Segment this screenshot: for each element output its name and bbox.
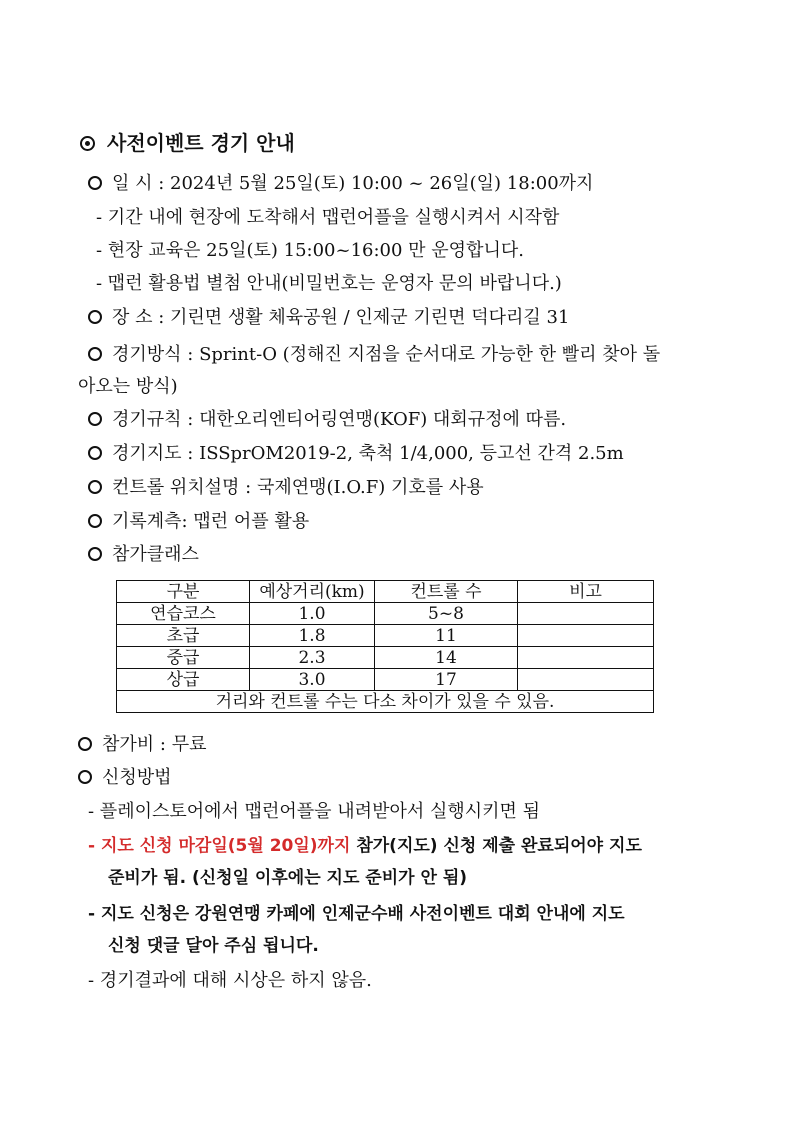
method-value: Sprint-O (정해진 지점을 순서대로 가능한 한 빨리 찾아 돌 <box>199 344 661 365</box>
apply-note-1: - 플레이스토어에서 맵런어플을 내려받아서 실행시키면 됨 <box>88 801 540 822</box>
timing-line <box>88 510 309 534</box>
fee-value: 무료 <box>171 734 207 755</box>
circle-bullet-icon <box>88 412 102 426</box>
apply-note-3: - 지도 신청은 강원연맹 카페에 인제군수배 사전이벤트 대회 안내에 지도 <box>88 904 625 924</box>
rules-value: 대한오리엔티어링연맹(KOF) 대회규정에 따름. <box>199 409 567 430</box>
control-desc-line: 컨트롤 위치설명 : 국제연맹(I.O.F) 기호를 사용 <box>88 476 484 500</box>
method-line: 경기방식 : Sprint-O (정해진 지점을 순서대로 가능한 한 빨리 찾아 돌 <box>88 343 660 367</box>
circle-bullet-icon <box>78 737 92 751</box>
table-cell: 중급 <box>117 647 250 669</box>
map-value: ISSprOM2019-2, 축척 1/4,000, 등고선 간격 2.5m <box>199 443 624 464</box>
circle-bullet-icon <box>88 547 102 561</box>
date-label: 일 시 <box>112 173 153 194</box>
table-cell: 1.8 <box>250 625 375 647</box>
table-row <box>117 647 654 669</box>
rules-line: 경기규칙 : 대한오리엔티어링연맹(KOF) 대회규정에 따름. <box>88 408 566 432</box>
circle-bullet-icon <box>88 480 102 494</box>
classes-line <box>88 543 199 567</box>
radio-bullet-icon <box>80 136 95 151</box>
apply-note-2-line2: 준비가 됨. (신청일 이후에는 지도 준비가 안 됨) <box>108 868 468 888</box>
table-cell <box>518 647 654 669</box>
apply-note-3-line2: 신청 댓글 달아 주심 됩니다. <box>108 936 319 956</box>
table-row <box>117 669 654 691</box>
map-line: 경기지도 : ISSprOM2019-2, 축척 1/4,000, 등고선 간격 2.5m <box>88 442 624 466</box>
apply-note-4: - 경기결과에 대해 시상은 하지 않음. <box>88 970 372 991</box>
circle-bullet-icon <box>88 347 102 361</box>
apply-label: 신청방법 <box>102 767 172 788</box>
table-footnote: 거리와 컨트롤 수는 다소 차이가 있을 수 있음. <box>117 691 654 713</box>
class-table-header <box>117 581 654 603</box>
table-footnote-row <box>117 691 654 713</box>
section-title-line <box>80 131 295 155</box>
table-cell: 연습코스 <box>117 603 250 625</box>
circle-bullet-icon <box>88 176 102 190</box>
table-cell: 3.0 <box>250 669 375 691</box>
table-cell: 2.3 <box>250 647 375 669</box>
apply-line <box>78 766 172 790</box>
table-cell: 11 <box>375 625 518 647</box>
date-line: 일 시 : 2024년 5월 25일(토) 10:00 ~ 26일(일) 18:00까지 <box>88 172 593 196</box>
circle-bullet-icon <box>88 514 102 528</box>
fee-line: 참가비 : 무료 <box>78 733 206 757</box>
table-cell: 초급 <box>117 625 250 647</box>
table-header-cell: 구분 <box>117 581 250 603</box>
table-cell: 5~8 <box>375 603 518 625</box>
apply-note-2 <box>88 834 642 858</box>
section-title: 사전이벤트 경기 안내 <box>107 131 295 155</box>
fee-label: 참가비 <box>102 734 155 755</box>
table-cell: 17 <box>375 669 518 691</box>
table-row <box>117 625 654 647</box>
table-cell <box>518 625 654 647</box>
circle-bullet-icon <box>88 310 102 324</box>
table-cell <box>518 603 654 625</box>
class-table <box>116 580 654 713</box>
place-label: 장 소 <box>112 307 153 328</box>
map-label: 경기지도 <box>112 443 182 464</box>
rules-label: 경기규칙 <box>112 409 182 430</box>
timing-text: 기록계측: 맵런 어플 활용 <box>112 511 310 532</box>
place-value: 기린면 생활 체육공원 / 인제군 기린면 덕다리길 31 <box>170 307 570 328</box>
method-continuation: 아오는 방식) <box>78 376 178 397</box>
date-value: 2024년 5월 25일(토) 10:00 ~ 26일(일) 18:00까지 <box>170 173 594 194</box>
date-note-2: - 현장 교육은 25일(토) 15:00~16:00 만 운영합니다. <box>96 240 524 261</box>
deadline-text: - 지도 신청 마감일(5월 20일)까지 <box>88 836 351 856</box>
date-note-1: - 기간 내에 현장에 도착해서 맵런어플을 실행시켜서 시작함 <box>96 207 560 228</box>
table-cell: 14 <box>375 647 518 669</box>
circle-bullet-icon <box>88 446 102 460</box>
circle-bullet-icon <box>78 770 92 784</box>
method-label: 경기방식 <box>112 344 182 365</box>
table-cell: 상급 <box>117 669 250 691</box>
table-cell: 1.0 <box>250 603 375 625</box>
apply-note-2-rest: 참가(지도) 신청 제출 완료되어야 지도 <box>350 836 642 856</box>
table-header-cell: 컨트롤 수 <box>375 581 518 603</box>
date-note-3: - 맵런 활용법 별첨 안내(비밀번호는 운영자 문의 바랍니다.) <box>96 273 562 294</box>
control-desc-value: 국제연맹(I.O.F) 기호를 사용 <box>256 477 484 498</box>
table-header-cell: 예상거리(km) <box>250 581 375 603</box>
table-row <box>117 603 654 625</box>
place-line: 장 소 : 기린면 생활 체육공원 / 인제군 기린면 덕다리길 31 <box>88 306 569 330</box>
control-desc-label: 컨트롤 위치설명 <box>112 477 240 498</box>
table-header-cell: 비고 <box>518 581 654 603</box>
table-cell <box>518 669 654 691</box>
classes-label: 참가클래스 <box>112 544 199 565</box>
